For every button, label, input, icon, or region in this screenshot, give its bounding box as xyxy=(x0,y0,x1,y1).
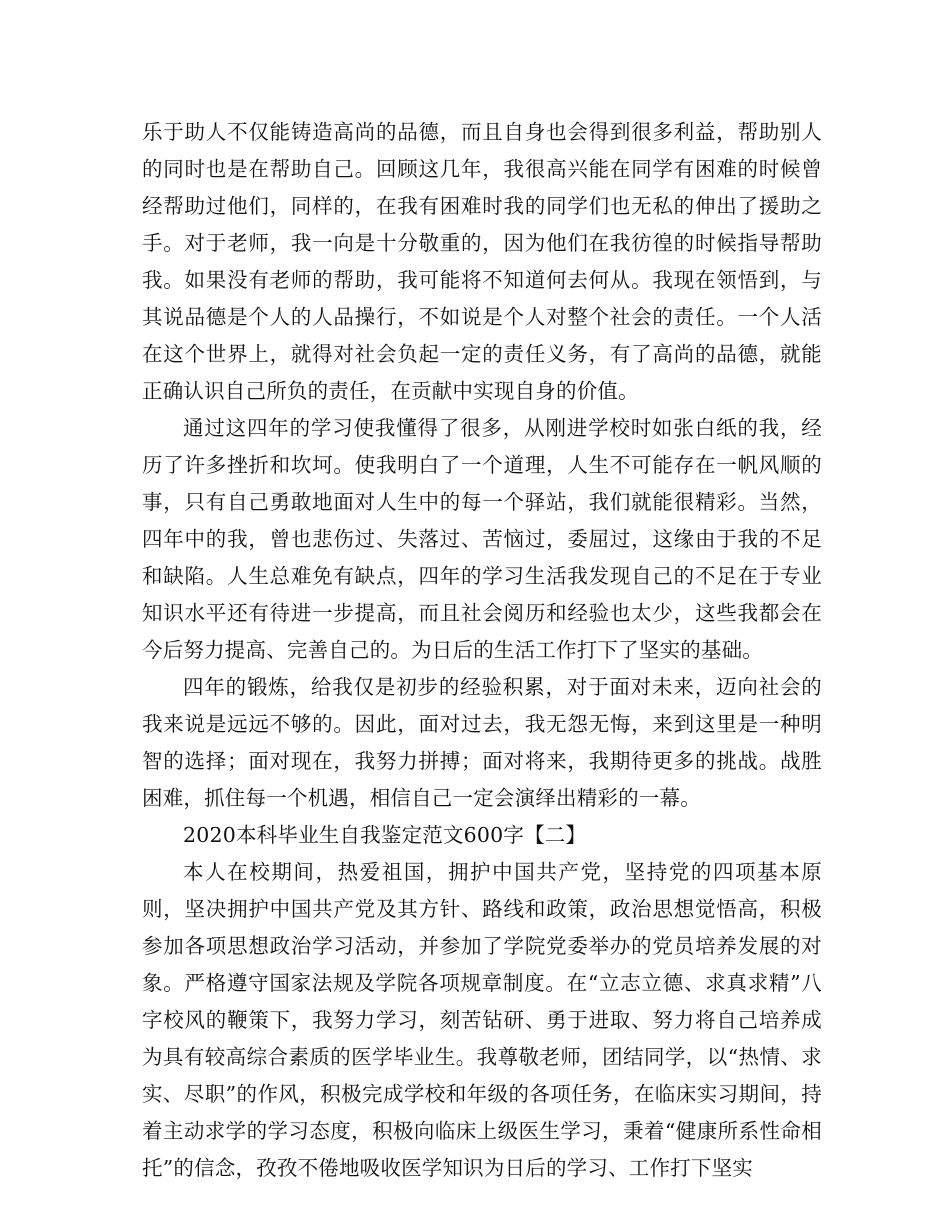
paragraph-school-period: 本人在校期间，热爱祖国，拥护中国共产党，坚持党的四项基本原则，坚决拥护中国共产党及其方针、路线和政策，政治思想觉悟高，积极参加各项思想政治学习活动，并参加了学院党委举办的党员培养发展的对象。严格遵守国家法规及学院各项规章制度。在“立志立德、求真求精”八字校风的鞭策下，我努力学习，刻苦钻研、勇于进取、努力将自己培养成为具有较高综合素质的医学毕业生。我尊敬老师，团结同学，以“热情、求实、尽职”的作风，积极完成学校和年级的各项任务，在临床实习期间，持着主动求学的学习态度，积极向临床上级医生学习，秉着“健康所系性命相托”的信念，孜孜不倦地吸收医学知识为日后的学习、工作打下坚实 xyxy=(142,860,822,1180)
paragraph-four-years-study: 通过这四年的学习使我懂得了很多，从刚进学校时如张白纸的我，经历了许多挫折和坎坷。使我明白了一个道理，人生不可能存在一帆风顺的事，只有自己勇敢地面对人生中的每一个驿站，我们就能很精彩。当然，四年中的我，曾也悲伤过、失落过、苦恼过，委屈过，这缘由于我的不足和缺陷。人生总难免有缺点，四年的学习生活我发现自己的不足在于专业知识水平还有待进一步提高，而且社会阅历和经验也太少，这些我都会在今后努力提高、完善自己的。为日后的生活工作打下了坚实的基础。 xyxy=(142,416,822,662)
section-heading: 2020本科毕业生自我鉴定范文600字【二】 xyxy=(183,823,587,847)
document-body xyxy=(142,114,822,1187)
paragraph-four-years-training: 四年的锻炼，给我仅是初步的经验积累，对于面对未来，迈向社会的我来说是远远不够的。因此，面对过去，我无怨无悔，来到这里是一种明智的选择；面对现在，我努力拼搏；面对将来，我期待更多的挑战。战胜困难，抓住每一个机遇，相信自己一定会演绎出精彩的一幕。 xyxy=(142,675,822,810)
paragraph-helping-others: 乐于助人不仅能铸造高尚的品德，而且自身也会得到很多利益，帮助别人的同时也是在帮助自己。回顾这几年，我很高兴能在同学有困难的时候曾经帮助过他们，同样的，在我有困难时我的同学们也无私的伸出了援助之手。对于老师，我一向是十分敬重的，因为他们在我彷徨的时候指导帮助我。如果没有老师的帮助，我可能将不知道何去何从。我现在领悟到，与其说品德是个人的人品操行，不如说是个人对整个社会的责任。一个人活在这个世界上，就得对社会负起一定的责任义务，有了高尚的品德，就能正确认识自己所负的责任，在贡献中实现自身的价值。 xyxy=(142,120,822,403)
